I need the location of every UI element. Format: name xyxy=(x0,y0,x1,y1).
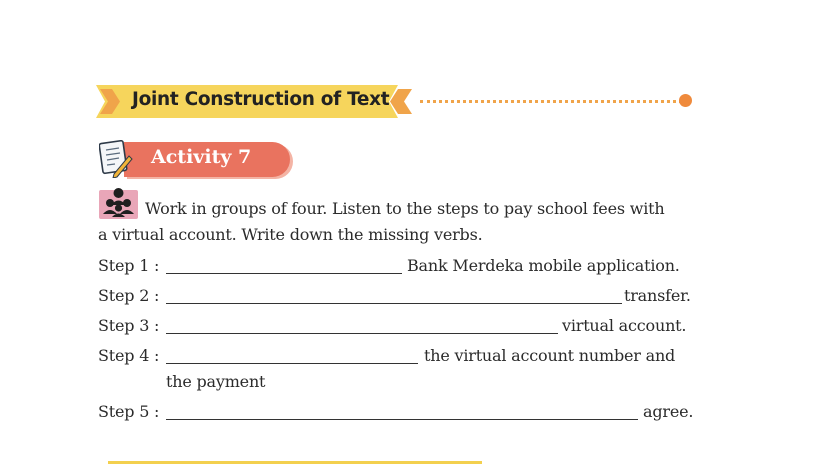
step-2-label: Step 2 : xyxy=(98,286,160,305)
document-pencil-icon xyxy=(99,140,133,182)
bottom-divider xyxy=(108,461,482,464)
step-1-label: Step 1 : xyxy=(98,256,160,275)
instructions-line-2: a virtual account. Write down the missing verbs. xyxy=(98,225,483,244)
step-5-blank[interactable] xyxy=(166,419,638,420)
section-banner xyxy=(96,85,414,118)
step-4-text: the virtual account number and xyxy=(424,346,676,365)
section-title: Joint Construction of Text xyxy=(132,89,390,110)
step-5-label: Step 5 : xyxy=(98,402,160,421)
step-4-blank[interactable] xyxy=(166,363,418,364)
step-2-text: transfer. xyxy=(624,286,691,305)
step-1-text: Bank Merdeka mobile application. xyxy=(407,256,680,275)
step-5-text: agree. xyxy=(643,402,694,421)
divider-end-dot xyxy=(679,94,692,107)
step-2-blank[interactable] xyxy=(166,303,622,304)
step-3-blank[interactable] xyxy=(166,333,558,334)
step-3-text: virtual account. xyxy=(562,316,687,335)
step-3-label: Step 3 : xyxy=(98,316,160,335)
group-people-icon xyxy=(99,186,139,224)
step-4-continuation: the payment xyxy=(166,372,266,391)
step-1-blank[interactable] xyxy=(166,273,402,274)
dotted-divider xyxy=(420,100,682,103)
instructions-line-1: Work in groups of four. Listen to the steps to pay school fees with xyxy=(145,199,665,218)
activity-title: Activity 7 xyxy=(151,146,252,168)
step-4-label: Step 4 : xyxy=(98,346,160,365)
